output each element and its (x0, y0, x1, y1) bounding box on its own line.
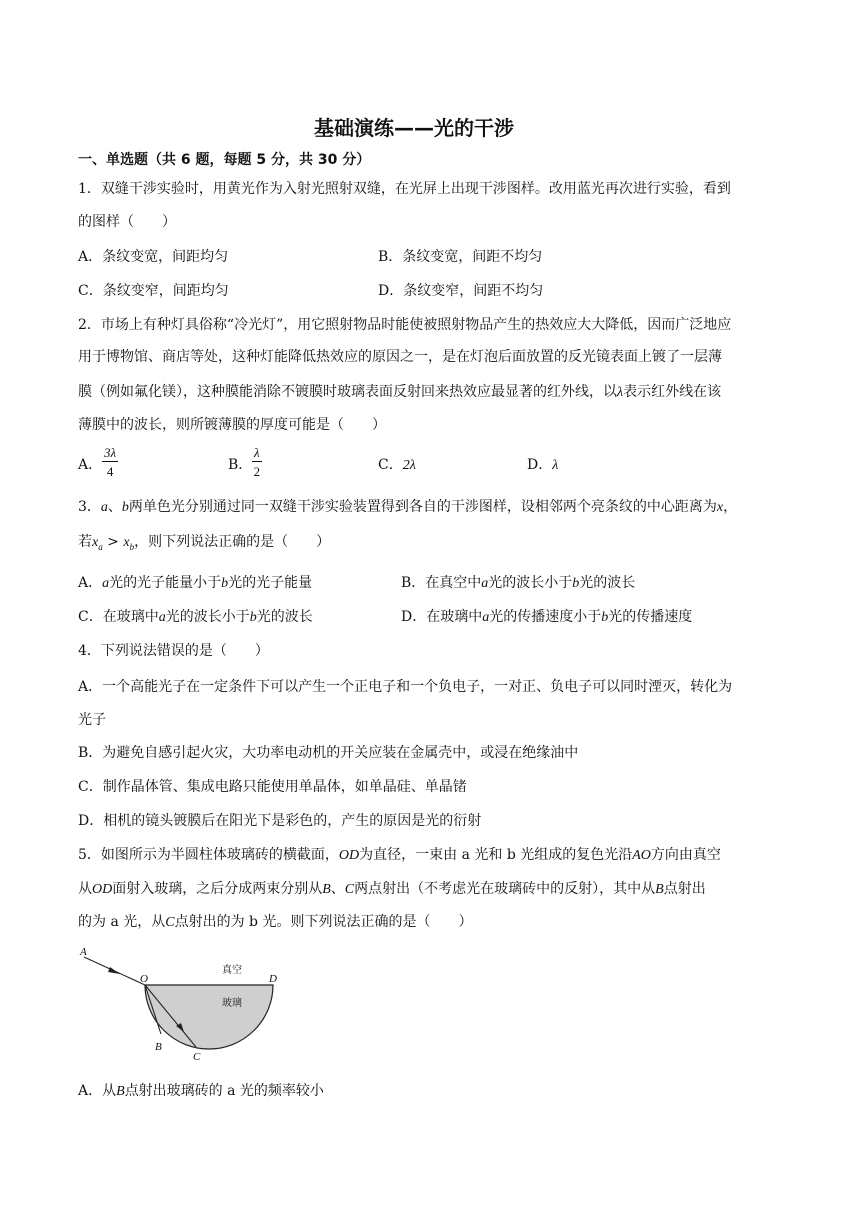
q4-option-a-line2: 光子 (78, 712, 106, 728)
q4-option-b: B．为避免自感引起火灾，大功率电动机的开关应装在金属壳中，或浸在绝缘油中 (78, 745, 579, 761)
q2-line3-text: 膜（例如氟化镁），这种膜能消除不镀膜时玻璃表面反射回来热效应最显著的红外线，以 (78, 384, 617, 400)
fraction-numerator: 3λ (104, 445, 117, 460)
label-vacuum: 真空 (222, 965, 242, 976)
text: 的为 a 光，从 (78, 914, 166, 930)
text: 两点射出（不考虑光在玻璃砖中的反射），其中从 (354, 881, 656, 897)
opt-mid: 光的波长小于 (488, 575, 573, 591)
opt-prefix: A．从 (78, 1083, 117, 1099)
text: 点射出 (663, 881, 706, 897)
q2-option-a-fraction (102, 446, 118, 478)
text: 5．如图所示为半圆柱体玻璃砖的横截面， (78, 847, 339, 863)
var-B: B (322, 882, 331, 897)
q2-line3-end: 表示红外线在该 (623, 384, 722, 400)
q2-stem-line3 (78, 385, 721, 400)
var-x: x (716, 500, 724, 515)
var-b: b (249, 610, 257, 625)
separator: 、 (107, 499, 122, 515)
q5-stem-line2 (78, 882, 706, 897)
q2-stem-line4: 薄膜中的波长，则所镀薄膜的厚度可能是（ ） (78, 417, 386, 433)
var-a: a (482, 610, 490, 625)
q1-option-a: A．条纹变宽，间距均匀 (78, 249, 229, 265)
var-B: B (116, 1084, 125, 1099)
sub-a: a (98, 541, 103, 552)
opt-prefix: A． (78, 575, 103, 591)
var-a: a (481, 576, 489, 591)
label-c: C (193, 1051, 201, 1063)
section-header: 一、单选题（共 6 题，每题 5 分，共 30 分） (78, 152, 371, 168)
opt-post: 光的波长 (579, 575, 636, 591)
q2-option-b-label: B． (228, 457, 253, 473)
q1-option-c: C．条纹变窄，间距均匀 (78, 283, 229, 299)
q2-option-b-fraction (252, 446, 262, 478)
q4-option-c: C．制作晶体管、集成电路只能使用单晶体，如单晶硅、单晶锗 (78, 779, 467, 795)
q3-option-d (401, 610, 692, 625)
opt-prefix: B．在真空中 (401, 575, 482, 591)
var-xb: x (123, 535, 130, 550)
var-OD: OD (338, 848, 360, 863)
q2-stem-line1: 2．市场上有种灯具俗称“冷光灯”，用它照射物品时能使被照射物品产生的热效应大大降低，因而广泛地应 (78, 317, 732, 333)
var-AO: AO (632, 848, 651, 863)
q2-option-d-label: D． (527, 457, 553, 473)
q5-stem-line1 (78, 848, 721, 863)
gt-sign: > (102, 534, 124, 550)
var-B: B (655, 882, 664, 897)
q5-stem-line3 (78, 915, 472, 930)
label-o: O (140, 973, 148, 985)
text: 、 (330, 881, 345, 897)
q2-option-a-label: A． (78, 457, 103, 473)
q1-option-d: D．条纹变窄，间距不均匀 (378, 283, 544, 299)
var-b: b (572, 576, 580, 591)
opt-mid: 光的波长小于 (165, 609, 250, 625)
q3-option-b (401, 576, 635, 591)
text: 为直径，一束由 a 光和 b 光组成的复色光沿 (359, 847, 633, 863)
label-b: B (155, 1041, 162, 1053)
label-glass: 玻璃 (222, 998, 242, 1009)
var-a: a (100, 500, 108, 515)
var-xa: x (92, 535, 99, 550)
incident-arrow (108, 967, 120, 974)
text: 点射出的为 b 光。则下列说法正确的是（ ） (174, 914, 473, 930)
page-title: 基础演练——光的干涉 (314, 116, 514, 140)
opt-mid: 光的光子能量小于 (109, 575, 222, 591)
q1-stem-line2: 的图样（ ） (78, 214, 176, 230)
q3-option-c (78, 610, 313, 625)
var-OD: OD (92, 882, 113, 897)
comma: ， (723, 499, 738, 515)
q3-number: 3． (78, 499, 101, 515)
fraction-numerator: λ (254, 445, 260, 460)
opt-prefix: C．在玻璃中 (78, 609, 159, 625)
q2-option-d-value: λ (552, 458, 559, 473)
q3-stem-line1 (78, 500, 737, 515)
opt-post: 光的光子能量 (228, 575, 313, 591)
q3-line1-text: 两单色光分别通过同一双缝干涉实验装置得到各自的干涉图样，设相邻两个亮条纹的中心距离为 (128, 499, 717, 515)
q2-option-c-label: C． (378, 457, 403, 473)
var-b: b (221, 576, 229, 591)
fraction-denominator: 4 (106, 464, 114, 479)
lambda-symbol: λ (617, 385, 624, 400)
label-d: D (269, 973, 277, 985)
q1-option-b: B．条纹变宽，间距不均匀 (378, 249, 543, 265)
label-a: A (80, 946, 87, 958)
q2-option-d (527, 458, 558, 473)
text: 方向由真空 (650, 847, 721, 863)
q3-stem-line2 (78, 535, 330, 552)
opt-mid: 光的传播速度小于 (489, 609, 602, 625)
text: 面射入玻璃，之后分成两束分别从 (112, 881, 323, 897)
sub-b: b (129, 541, 135, 552)
var-a: a (102, 576, 110, 591)
q3-line2-post: ，则下列说法正确的是（ ） (134, 534, 331, 550)
var-C: C (344, 882, 355, 897)
q3-option-a (78, 576, 312, 591)
opt-post: 光的传播速度 (608, 609, 693, 625)
text: 从 (78, 881, 92, 897)
q2-option-c-value: 2λ (402, 458, 416, 473)
q5-option-a (78, 1084, 324, 1099)
q4-option-a-line1: A．一个高能光子在一定条件下可以产生一个正电子和一个负电子，一对正、负电子可以同时湮灭，转化为 (78, 679, 733, 695)
q2-stem-line2: 用于博物馆、商店等处，这种灯能降低热效应的原因之一，是在灯泡后面放置的反光镜表面上镀了一层薄 (78, 349, 722, 365)
opt-prefix: D．在玻璃中 (401, 609, 483, 625)
opt-post: 光的波长 (256, 609, 313, 625)
var-a: a (158, 610, 166, 625)
glass-half-disc (145, 985, 273, 1049)
q4-option-d: D．相机的镜头镀膜后在阳光下是彩色的，产生的原因是光的衍射 (78, 813, 482, 829)
q2-option-c (378, 458, 416, 473)
var-b: b (121, 500, 129, 515)
var-b: b (601, 610, 609, 625)
var-C: C (165, 915, 175, 930)
opt-post: 点射出玻璃砖的 a 光的频率较小 (124, 1083, 324, 1099)
q3-line2-pre: 若 (78, 534, 92, 550)
q5-figure (72, 943, 302, 1063)
fraction-denominator: 2 (253, 464, 261, 479)
q4-stem: 4．下列说法错误的是（ ） (78, 643, 269, 659)
q1-stem-line1: 1．双缝干涉实验时，用黄光作为入射光照射双缝，在光屏上出现干涉图样。改用蓝光再次进行实验，看到 (78, 181, 731, 197)
